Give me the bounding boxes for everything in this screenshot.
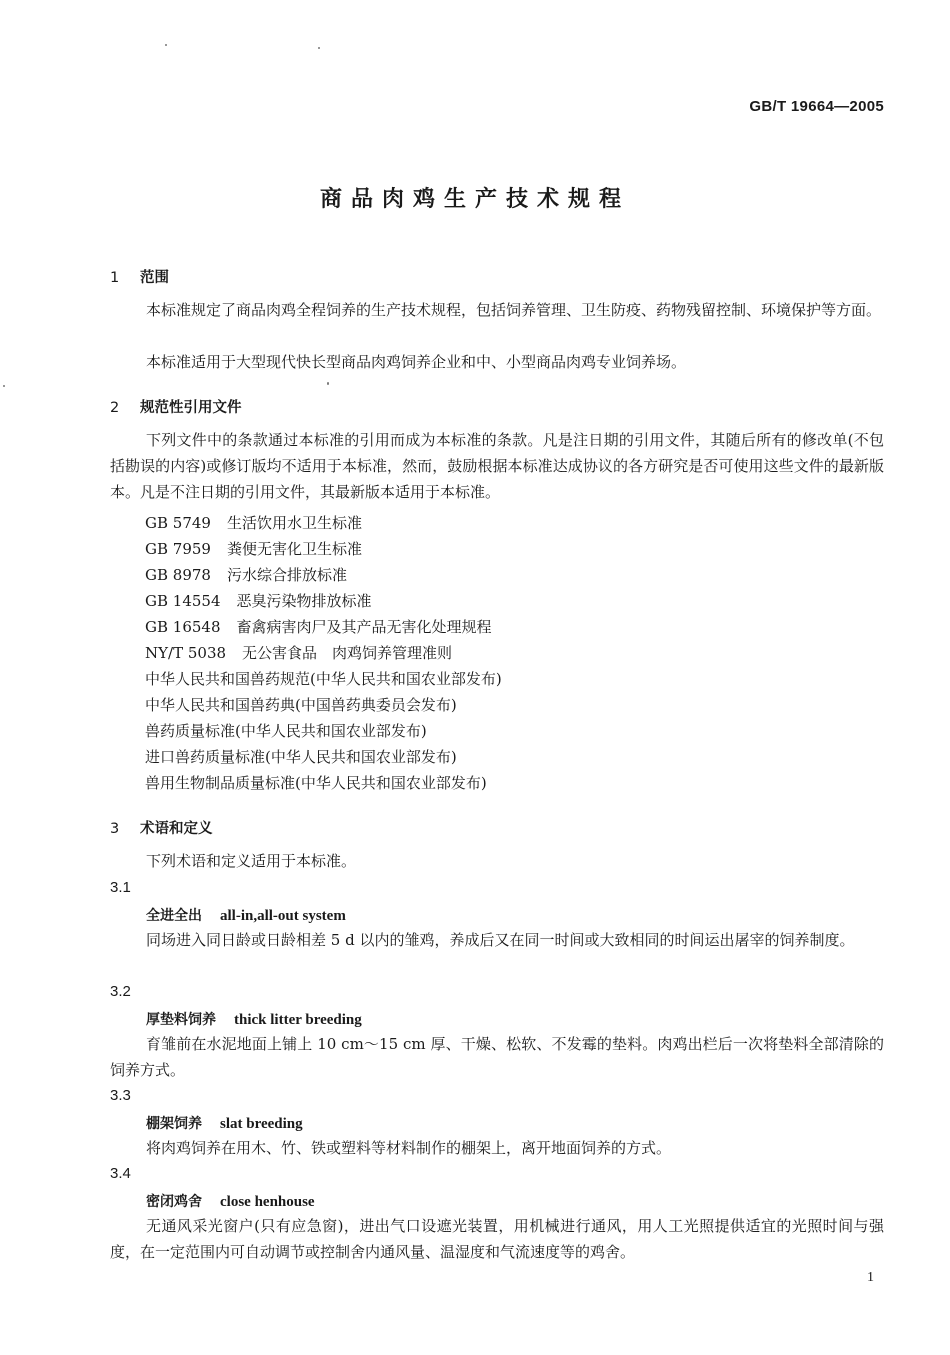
- reference-title: 污水综合排放标准: [226, 566, 347, 584]
- reference-title: 中华人民共和国兽药规范(中华人民共和国农业部发布): [145, 670, 502, 688]
- reference-title: 兽用生物制品质量标准(中华人民共和国农业部发布): [145, 774, 487, 792]
- reference-item: [145, 642, 452, 663]
- section-number: 2: [110, 400, 120, 416]
- term-heading: [146, 1009, 362, 1029]
- scan-speck: [165, 44, 167, 46]
- reference-title: 中华人民共和国兽药典(中国兽药典委员会发布): [145, 696, 457, 714]
- section-title: 范围: [140, 270, 169, 286]
- section-1-paragraph: 本标准适用于大型现代快长型商品肉鸡饲养企业和中、小型商品肉鸡专业饲养场。: [146, 353, 687, 371]
- reference-code: GB 16548: [145, 618, 221, 636]
- scan-speck: [3, 385, 5, 387]
- term-en: thick litter breeding: [234, 1012, 362, 1028]
- term-zh: 全进全出: [146, 908, 202, 924]
- section-1-paragraph: 本标准规定了商品肉鸡全程饲养的生产技术规程，包括饲养管理、卫生防疫、药物残留控制、环境保护等方面。: [146, 301, 882, 319]
- reference-item: [145, 512, 362, 533]
- term-definition: 同场进入同日龄或日龄相差 5 d 以内的雏鸡，养成后又在同一时间或大致相同的时间运出屠宰的饲养制度。: [146, 931, 855, 949]
- term-zh: 棚架饲养: [146, 1116, 202, 1132]
- reference-code: GB 7959: [145, 540, 211, 558]
- standard-code: GB/T 19664—2005: [749, 98, 884, 115]
- term-heading: [146, 1113, 303, 1133]
- reference-title: 粪便无害化卫生标准: [226, 540, 362, 558]
- reference-item: [145, 538, 362, 559]
- reference-code: NY/T 5038: [145, 644, 227, 662]
- term-heading: [146, 1191, 315, 1211]
- reference-item: [145, 772, 487, 793]
- reference-item: [145, 694, 457, 715]
- section-2-intro: 下列文件中的条款通过本标准的引用而成为本标准的条款。凡是注日期的引用文件，其随后所有的修改单(不包括勘误的内容)或修订版均不适用于本标准，然而，鼓励根据本标准达成协议的各方研究是否可使用这些文件的最新版本。凡是不注日期的引用文件，其最新版本适用于本标准。: [110, 431, 884, 501]
- reference-code: GB 8978: [145, 566, 211, 584]
- section-number: 1: [110, 270, 120, 286]
- reference-code: GB 14554: [145, 592, 221, 610]
- reference-code: GB 5749: [145, 514, 211, 532]
- term-zh: 密闭鸡舍: [146, 1194, 202, 1210]
- section-3-intro: 下列术语和定义适用于本标准。: [146, 852, 357, 870]
- section-1-heading: [110, 266, 169, 287]
- reference-title: 进口兽药质量标准(中华人民共和国农业部发布): [145, 748, 457, 766]
- reference-item: [145, 668, 502, 689]
- reference-title: 生活饮用水卫生标准: [226, 514, 362, 532]
- reference-title: 无公害食品 肉鸡饲养管理准则: [242, 644, 453, 662]
- reference-title: 恶臭污染物排放标准: [236, 592, 372, 610]
- term-definition: 将肉鸡饲养在用木、竹、铁或塑料等材料制作的棚架上，离开地面饲养的方式。: [146, 1139, 672, 1157]
- section-2-heading: [110, 396, 242, 417]
- clause-number: 3.2: [110, 983, 131, 1000]
- section-number: 3: [110, 821, 120, 837]
- document-title: 商品肉鸡生产技术规程: [319, 187, 630, 212]
- scan-speck: [327, 382, 329, 385]
- reference-title: 畜禽病害肉尸及其产品无害化处理规程: [236, 618, 492, 636]
- clause-number: 3.1: [110, 879, 131, 896]
- scan-speck: [318, 47, 320, 49]
- term-en: slat breeding: [220, 1116, 303, 1132]
- reference-item: [145, 564, 347, 585]
- clause-number: 3.3: [110, 1087, 131, 1104]
- section-title: 术语和定义: [140, 821, 213, 837]
- term-en: close henhouse: [220, 1194, 315, 1210]
- reference-title: 兽药质量标准(中华人民共和国农业部发布): [145, 722, 427, 740]
- term-definition: 无通风采光窗户(只有应急窗)，进出气口设遮光装置，用机械进行通风，用人工光照提供适宜的光照时间与强度，在一定范围内可自动调节或控制舍内通风量、温湿度和气流速度等的鸡舍。: [110, 1217, 884, 1261]
- term-en: all-in,all-out system: [220, 908, 346, 924]
- page-number: 1: [867, 1270, 874, 1285]
- section-title: 规范性引用文件: [140, 400, 242, 416]
- term-zh: 厚垫料饲养: [146, 1012, 216, 1028]
- reference-item: [145, 616, 492, 637]
- section-3-heading: [110, 817, 213, 838]
- reference-item: [145, 746, 457, 767]
- term-heading: [146, 905, 346, 925]
- clause-number: 3.4: [110, 1165, 131, 1182]
- reference-item: [145, 720, 427, 741]
- reference-item: [145, 590, 372, 611]
- term-definition: 育雏前在水泥地面上铺上 10 cm～15 cm 厚、干燥、松软、不发霉的垫料。肉鸡出栏后一次将垫料全部清除的饲养方式。: [110, 1035, 884, 1079]
